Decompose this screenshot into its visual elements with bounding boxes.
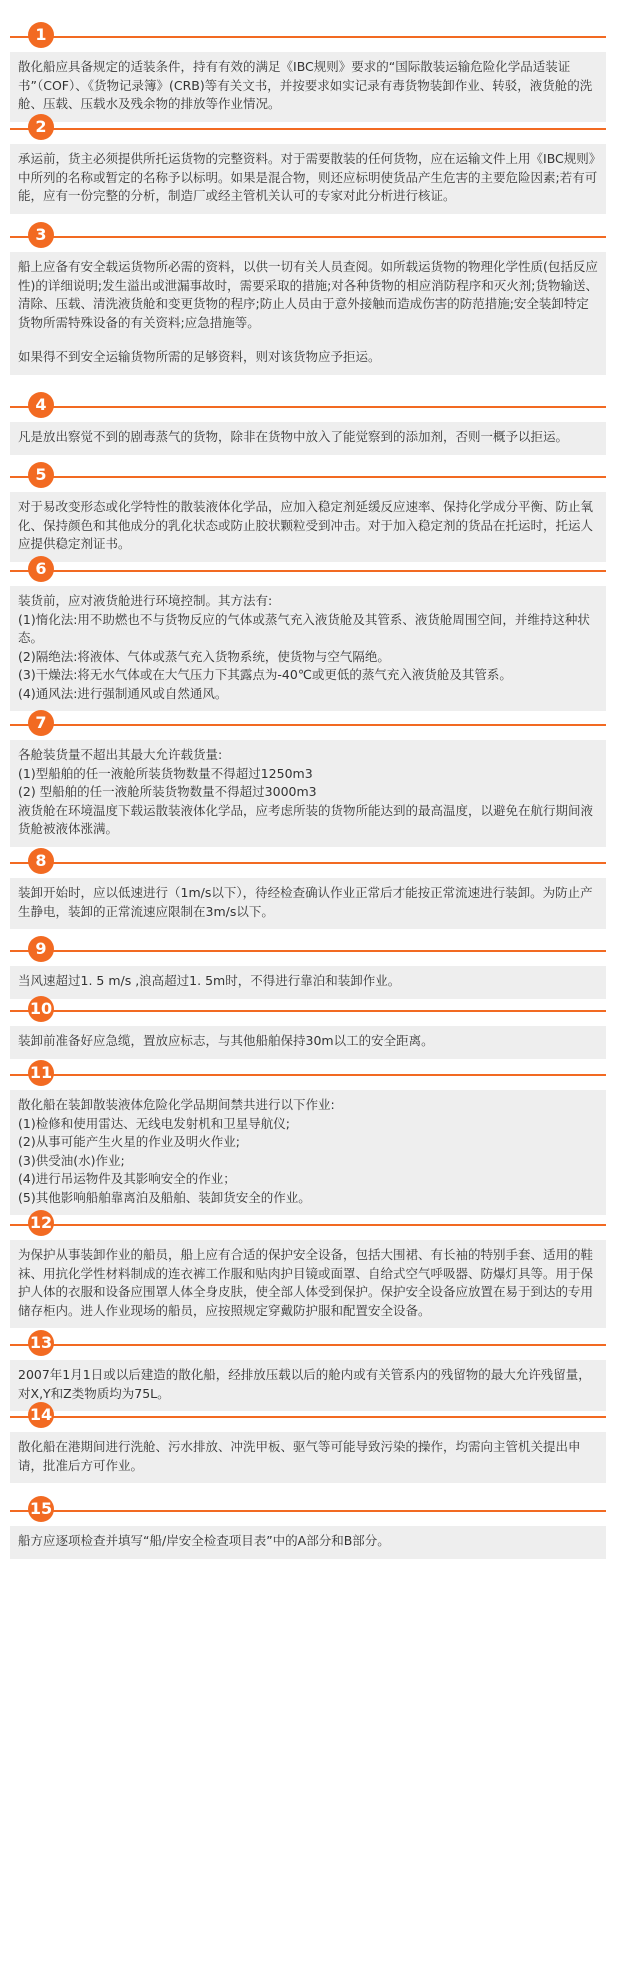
requirement-item <box>10 936 606 999</box>
item-paragraph: (4)通风法:进行强制通风或自然通风。 <box>18 685 228 701</box>
item-text-panel <box>10 586 606 711</box>
item-header <box>10 556 606 582</box>
requirement-item <box>10 22 606 122</box>
requirement-item <box>10 1402 606 1483</box>
item-text-panel <box>10 492 606 562</box>
divider-line <box>10 1010 606 1012</box>
item-number-badge: 5 <box>28 462 54 488</box>
item-paragraph: 散化船在装卸散装液体危险化学品期间禁共进行以下作业: <box>18 1097 335 1112</box>
divider-line <box>10 236 606 238</box>
item-number-badge: 6 <box>28 556 54 582</box>
item-header <box>10 22 606 48</box>
requirement-item <box>10 710 606 847</box>
divider-line <box>10 724 606 726</box>
item-header <box>10 710 606 736</box>
requirement-item <box>10 462 606 562</box>
item-paragraph: 散化船应具备规定的适装条件，持有有效的满足《IBC规则》要求的“国际散装运输危险化学品适装证书”（COF）、《货物记录簿》(CRB)等有关文书，并按要求如实记录有毒货物装卸作业、转驳，液货舱的洗舱、压载、压载水及残余物的排放等作业情况。 <box>18 59 593 111</box>
item-header <box>10 936 606 962</box>
item-paragraph: (2)从事可能产生火星的作业及明火作业; <box>18 1134 240 1149</box>
item-number-badge: 8 <box>28 848 54 874</box>
item-text-panel <box>10 740 606 847</box>
item-paragraph: (3)供受油(水)作业; <box>18 1152 125 1168</box>
divider-line <box>10 476 606 478</box>
item-header <box>10 996 606 1022</box>
divider-line <box>10 862 606 864</box>
item-paragraph: 散化船在港期间进行洗舱、污水排放、冲洗甲板、驱气等可能导致污染的操作，均需向主管机关提出申请，批准后方可作业。 <box>18 1439 581 1473</box>
requirement-item <box>10 848 606 929</box>
requirement-item <box>10 996 606 1059</box>
item-number-badge: 1 <box>28 22 54 48</box>
item-header <box>10 462 606 488</box>
requirement-item <box>10 1060 606 1215</box>
item-text-panel <box>10 1240 606 1328</box>
item-text-panel <box>10 1432 606 1483</box>
requirement-item <box>10 392 606 455</box>
requirement-item <box>10 556 606 711</box>
item-number-badge: 12 <box>28 1210 54 1236</box>
item-paragraph: (4)进行吊运物件及其影响安全的作业； <box>18 1171 236 1186</box>
item-paragraph: 装货前，应对液货舱进行环境控制。其方法有: <box>18 593 273 608</box>
divider-line <box>10 1224 606 1226</box>
item-text-panel <box>10 878 606 929</box>
item-paragraph: 液货舱在环境温度下载运散装液体化学品，应考虑所装的货物所能达到的最高温度，以避免在航行期间液货舱被液体涨满。 <box>18 802 594 836</box>
item-number-badge: 2 <box>28 114 54 140</box>
item-paragraph: (5)其他影响船舶靠离泊及船舶、装卸货安全的作业。 <box>18 1189 311 1205</box>
item-paragraph: 船方应逐项检查并填写“船/岸安全检查项目表”中的A部分和B部分。 <box>18 1533 390 1548</box>
item-text-panel <box>10 966 606 999</box>
item-header <box>10 222 606 248</box>
item-paragraph: (3)干燥法:将无水气体或在大气压力下其露点为-40℃或更低的蒸气充入液货舱及其管系。 <box>18 667 512 682</box>
item-text-panel <box>10 422 606 455</box>
item-paragraph: 承运前，货主必须提供所托运货物的完整资料。对于需要散装的任何货物，应在运输文件上用《IBC规则》中所列的名称或暂定的名称予以标明。如果是混合物，则还应标明使货品产生危害的主要危险因素;若有可能，应有一份完整的分析，制造厂或经主管机关认可的专家对此分析进行核证。 <box>18 151 598 203</box>
item-number-badge: 11 <box>28 1060 54 1086</box>
item-paragraph: 2007年1月1日或以后建造的散化船，经排放压载以后的舱内或有关管系内的残留物的最大允许残留量，对X,Y和Z类物质均为75L。 <box>18 1367 591 1401</box>
item-header <box>10 1496 606 1522</box>
item-number-badge: 15 <box>28 1496 54 1522</box>
item-header <box>10 1060 606 1086</box>
divider-line <box>10 570 606 572</box>
item-number-badge: 3 <box>28 222 54 248</box>
item-header <box>10 114 606 140</box>
item-header <box>10 1330 606 1356</box>
divider-line <box>10 128 606 130</box>
divider-line <box>10 950 606 952</box>
divider-line <box>10 1416 606 1418</box>
item-header <box>10 848 606 874</box>
item-paragraph: (1)检修和使用雷达、无线电发射机和卫星导航仪; <box>18 1115 290 1131</box>
item-text-panel <box>10 1526 606 1559</box>
requirement-item <box>10 222 606 375</box>
divider-line <box>10 1074 606 1076</box>
item-number-badge: 9 <box>28 936 54 962</box>
item-paragraph: (1)型船舶的任一液舱所装货物数量不得超过1250m3 <box>18 765 313 781</box>
item-paragraph: 当风速超过1. 5 m/s ,浪高超过1. 5m时，不得进行靠泊和装卸作业。 <box>18 973 401 988</box>
item-paragraph: 对于易改变形态或化学特性的散装液体化学品，应加入稳定剂延缓反应速率、保持化学成分平衡、防止氧化、保持颜色和其他成分的乳化状态或防止胶状颗粒受到冲击。对于加入稳定剂的货品在托运时，托运人应提供稳定剂证书。 <box>18 499 594 551</box>
divider-line <box>10 406 606 408</box>
item-paragraph: (1)惰化法:用不助燃也不与货物反应的气体或蒸气充入液货舱及其管系、液货舱周围空间，并维持这种状态。 <box>18 611 590 645</box>
item-paragraph: (2) 型船舶的任一液舱所装货物数量不得超过3000m3 <box>18 784 317 799</box>
requirement-item <box>10 1210 606 1328</box>
item-paragraph: (2)隔绝法:将液体、气体或蒸气充入货物系统，使货物与空气隔绝。 <box>18 648 390 664</box>
item-paragraph: 各舱装货量不超出其最大允许载货量: <box>18 747 223 762</box>
item-text-panel <box>10 144 606 214</box>
divider-line <box>10 1344 606 1346</box>
item-header <box>10 1402 606 1428</box>
item-number-badge: 10 <box>28 996 54 1022</box>
item-paragraph: 装卸开始时，应以低速进行（1m/s以下），待经检查确认作业正常后才能按正常流速进行装卸。为防止产生静电，装卸的正常流速应限制在3m/s以下。 <box>18 885 593 919</box>
item-text-panel <box>10 1026 606 1059</box>
item-header <box>10 1210 606 1236</box>
requirement-item <box>10 1496 606 1559</box>
item-paragraph: 船上应备有安全载运货物所必需的资料，以供一切有关人员查阅。如所载运货物的物理化学性质(包括反应性)的详细说明;发生溢出或泄漏事故时，需要采取的措施;对各种货物的相应消防程序和灭火剂;货物输送、清除、压载、清洗液货舱和变更货物的程序;防止人员由于意外接触而造成伤害的防范措施;安全装卸特定货物所需特殊设备的有关资料;应急措施等。 <box>18 259 599 330</box>
requirement-item <box>10 114 606 214</box>
item-paragraph: 凡是放出察觉不到的剧毒蒸气的货物，除非在货物中放入了能觉察到的添加剂，否则一概予以拒运。 <box>18 429 569 444</box>
item-text-panel <box>10 1090 606 1215</box>
item-number-badge: 14 <box>28 1402 54 1428</box>
divider-line <box>10 1510 606 1512</box>
item-text-panel <box>10 52 606 122</box>
item-paragraph: 如果得不到安全运输货物所需的足够资料，则对该货物应予拒运。 <box>18 349 381 364</box>
item-text-panel <box>10 252 606 375</box>
item-number-badge: 4 <box>28 392 54 418</box>
item-number-badge: 13 <box>28 1330 54 1356</box>
item-number-badge: 7 <box>28 710 54 736</box>
divider-line <box>10 36 606 38</box>
item-header <box>10 392 606 418</box>
item-paragraph: 为保护从事装卸作业的船员，船上应有合适的保护安全设备，包括大围裙、有长袖的特别手套、适用的鞋袜、用抗化学性材料制成的连衣裤工作服和贴肉护目镜或面罩、自给式空气呼吸器、防爆灯具等。用于保护人体的衣服和设备应围罩人体全身皮肤，使全部人体受到保护。保护安全设备应放置在易于到达的专用储存柜内。进人作业现场的船员，应按照规定穿戴防护服和配置安全设备。 <box>18 1247 594 1318</box>
requirement-item <box>10 1330 606 1411</box>
item-paragraph: 装卸前准备好应急缆，置放应标志，与其他船舶保持30m以工的安全距离。 <box>18 1033 434 1048</box>
